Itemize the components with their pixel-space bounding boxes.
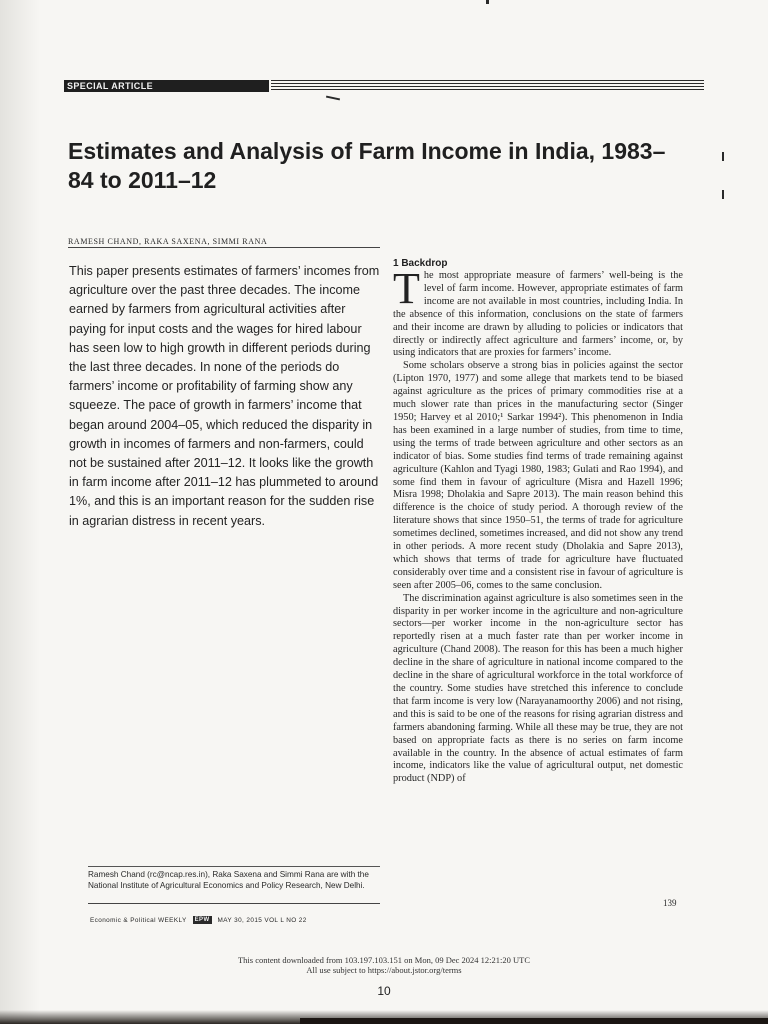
byline-rule	[68, 247, 380, 248]
special-article-label: SPECIAL ARTICLE	[64, 80, 269, 92]
abstract: This paper presents estimates of farmers’ incomes from agriculture over the past three decades. The income earned by farmers from agricultural activities after paying for input costs and the wages for hired labour has seen low to high growth in different periods during the last three decades. In none of the periods do farmers’ income or profitability of farming show any squeeze. The pace of growth in farmers’ income that began around 2004–05, which reduced the disparity in growth in incomes of farmers and non-farmers, could not be sustained after 2011–12. It looks like the growth in farm income after 2011–12 has plummeted to around 1%, and this is an important reason for the sudden rise in agrarian distress in recent years.	[69, 264, 380, 528]
body-column	[393, 264, 683, 786]
journal-name: Economic & Political WEEKLY	[90, 916, 187, 924]
margin-mark	[722, 190, 724, 199]
author-affiliation: Ramesh Chand (rc@ncap.res.in), Raka Saxena and Simmi Rana are with the National Institute of Agricultural Economics and Policy Research, New Delhi.	[88, 870, 369, 891]
jstor-download-line: This content downloaded from 103.197.103.151 on Mon, 09 Dec 2024 12:21:20 UTC	[237, 955, 531, 965]
paragraph-text: he most appropriate measure of farmers’ well-being is the level of farm income. However, appropriate estimates of farm income are not available in most countries, including India. In the absence of this information, conclusions on the state of farmers and their income are drawn by alluding to policies or indicators that directly or indirectly affect agriculture and farmers’ income, or, by using indicators that are proxies for farmers’ income.	[393, 270, 683, 359]
jstor-notice	[0, 955, 768, 975]
jstor-terms-line: All use subject to https://about.jstor.org/terms	[306, 965, 462, 975]
body-paragraph: The discrimination against agriculture is also sometimes seen in the disparity in per worker income in the agriculture and non-agriculture sectors—per worker income in the non-agriculture sector has reportedly risen at a much faster rate than per worker income in agriculture (Chand 2008). The reason for this has been a much higher decline in the share of agriculture in national income compared to the decline in the share of agricultural workforce in the total workforce of the country. Some studies have stretched this inference to conclude that farm income is very low (Narayanamoorthy 2006) and not rising, and this is said to be one of the reasons for rising agrarian distress and farmers abandoning farming. While all these may be true, they are not based on appropriate facts as there is no series on farm income available in the country. In the absence of actual estimates of farm income, indicators like the value of agricultural output, net domestic product (NDP) of	[393, 592, 683, 785]
header-rules	[271, 80, 704, 92]
bottom-edge	[300, 1018, 768, 1024]
article-title: Estimates and Analysis of Farm Income in India, 1983–84 to 2011–12	[68, 138, 666, 193]
author-byline: RAMESH CHAND, RAKA SAXENA, SIMMI RANA	[68, 237, 268, 246]
footer-rule	[88, 903, 380, 904]
pen-mark	[326, 96, 340, 101]
margin-mark	[486, 0, 489, 4]
epw-logo: EPW	[194, 917, 210, 923]
section-heading: 1 Backdrop	[393, 258, 448, 269]
page-shadow	[0, 0, 40, 1024]
issue-info: MAY 30, 2015 VOL L NO 22	[217, 916, 307, 924]
body-paragraph	[393, 264, 683, 360]
margin-mark	[722, 152, 724, 161]
body-paragraph: Some scholars observe a strong bias in policies against the sector (Lipton 1970, 1977) and some allege that markets tend to be biased against agriculture as the prices of primary commodities rise at a much slower rate than prices in the manufacturing sector (Singer 1950; Harvey et al 2010;¹ Sarkar 1994²). This phenomenon in India has been examined in a large number of studies, from time to time, using the terms of trade between agriculture and other sectors as an indicator of bias. Some studies find terms of trade remaining against agriculture (Kahlon and Tyagi 1980, 1983; Gulati and Rao 1994), and some find them in favour of agriculture (Misra and Hazell 1996; Misra 1998; Dholakia and Sapre 2013). The main reason behind this difference is the choice of study period. A thorough review of the literature shows that since 1950–51, the terms of trade for agriculture sometimes declined, sometimes increased, and did not show any trend in other periods. A more recent study (Dholakia and Sapre 2013), which shows that terms of trade for agriculture have fluctuated considerably over time and a consistent rise in favour of agriculture is seen after 2005–06, comes to the same conclusion.	[393, 360, 683, 591]
journal-page-number: 139	[663, 898, 677, 908]
special-article-header	[64, 80, 704, 94]
affiliation-rule	[88, 866, 380, 867]
drop-cap: T	[393, 264, 420, 313]
journal-footer	[90, 916, 307, 924]
scan-page-number: 10	[377, 984, 391, 998]
